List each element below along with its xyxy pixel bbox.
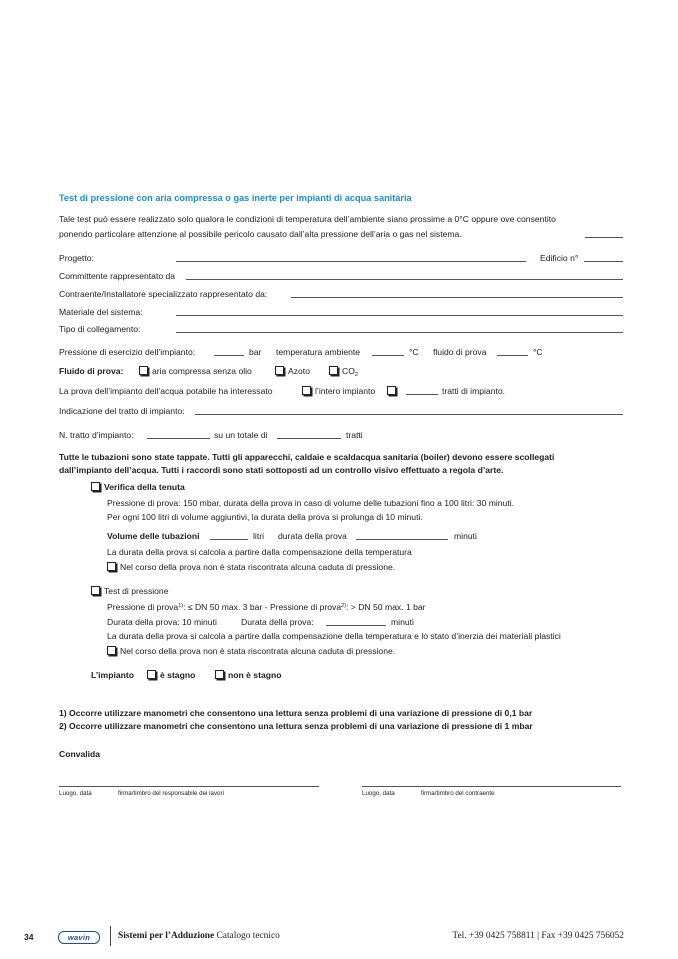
- convalida-heading: Convalida: [59, 749, 101, 759]
- edificio-label: Edificio n°: [540, 253, 579, 263]
- temperatura-field[interactable]: [372, 355, 404, 356]
- edificio-field[interactable]: [584, 261, 623, 262]
- fluido-option-co2[interactable]: $CO_2$: [329, 366, 358, 378]
- footnote-1: 1) Occorre utilizzare manometri che consentono una lettura senza problemi di una variazione di pressione di 0,1 bar: [59, 708, 533, 718]
- checkbox-icon[interactable]: [387, 386, 396, 395]
- temperatura-label: temperatura ambiente: [276, 347, 361, 357]
- test-pressione-option[interactable]: Test di pressione: [91, 586, 169, 596]
- intro-blank-line[interactable]: [585, 237, 623, 238]
- checkbox-icon[interactable]: [147, 670, 156, 679]
- indicazione-field[interactable]: [195, 414, 623, 415]
- pressione-esercizio-field[interactable]: [214, 355, 244, 356]
- totale-field[interactable]: [277, 438, 341, 439]
- materiale-label: Materiale del sistema:: [59, 307, 143, 317]
- verifica-tenuta-option[interactable]: Verifica della tenuta: [91, 482, 185, 492]
- wavin-logo: wavin: [58, 931, 100, 944]
- left-place-date: Luogo, data: [59, 790, 92, 797]
- unit-bar: bar: [249, 347, 262, 357]
- right-signature-label: firma/timbro del contraente: [421, 790, 495, 797]
- tenuta-line-2: Per ogni 100 litri di volume aggiuntivi, la durata della prova si prolunga di 10 minuti.: [107, 512, 423, 522]
- durata-field[interactable]: [356, 539, 448, 540]
- volume-label: Volume delle tubazioni: [107, 531, 200, 541]
- materiale-field[interactable]: [176, 315, 623, 316]
- signature-line-left[interactable]: [59, 786, 319, 787]
- notice-line-1: Tutte le tubazioni sono state tappate. Tutti gli apparecchi, caldaie e scaldacqua sanitaria (boiler) devono essere scollegati: [59, 452, 555, 462]
- n-tratto-label: N. tratto d’impianto:: [59, 430, 134, 440]
- tipo-label: Tipo di collegamento:: [59, 324, 141, 334]
- impianto-label: L’impianto: [91, 670, 134, 680]
- checkbox-icon[interactable]: [91, 586, 100, 595]
- footer-divider: [110, 926, 111, 946]
- fluido-temp-label: fluido di prova: [433, 347, 487, 357]
- checkbox-icon[interactable]: [107, 646, 116, 655]
- progetto-label: Progetto:: [59, 253, 94, 263]
- checkbox-icon[interactable]: [215, 670, 224, 679]
- checkbox-icon[interactable]: [139, 366, 148, 375]
- footer-contact: Tel. +39 0425 758811 | Fax +39 0425 756052: [452, 931, 624, 941]
- intro-line-2: ponendo particolare attenzione al possibile pericolo causato dall’alta pressione dell’aria o gas nel sistema.: [59, 229, 462, 239]
- pressione-prova-line: Pressione di prova$^{1)}$: ≤ DN 50 max. 3 bar - Pressione di prova$^{2)}$: > DN 50 max. 1 bar: [107, 602, 426, 612]
- durata-variabile-field[interactable]: [326, 625, 386, 626]
- tenuta-line-1: Pressione di prova: 150 mbar, durata della prova in caso di volume delle tubazioni fino a 100 litri: 30 minuti.: [107, 498, 515, 508]
- option-tratti[interactable]: [387, 386, 400, 396]
- progetto-field[interactable]: [176, 261, 526, 262]
- option-stagno[interactable]: è stagno: [147, 670, 195, 680]
- checkbox-icon[interactable]: [107, 562, 116, 571]
- checkbox-icon[interactable]: [91, 482, 100, 491]
- fluido-option-azoto[interactable]: Azoto: [275, 366, 310, 376]
- contraente-label: Contraente/Installatore specializzato rappresentato da:: [59, 289, 268, 299]
- unit-celsius-1: °C: [409, 347, 419, 357]
- tenuta-calc: La durata della prova si calcola a partire dalla compensazione della temperatura: [107, 547, 412, 557]
- contraente-field[interactable]: [291, 297, 623, 298]
- footer-brand: Sistemi per l’Adduzione Catalogo tecnico: [118, 931, 280, 941]
- tipo-field[interactable]: [176, 332, 623, 333]
- fluido-temp-field[interactable]: [497, 355, 528, 356]
- durata-variabile-label: Durata della prova:: [241, 617, 314, 627]
- pressione-calc: La durata della prova si calcola a partire dalla compensazione della temperatura e lo stato d’inerzia dei materiali plastici: [107, 631, 561, 641]
- minuti-unit-2: minuti: [391, 617, 414, 627]
- pressione-check[interactable]: Nel corso della prova non è stata riscontrata alcuna caduta di pressione.: [107, 646, 395, 656]
- page-number: 34: [24, 932, 34, 942]
- durata-label: durata della prova: [278, 531, 347, 541]
- checkbox-icon[interactable]: [302, 386, 311, 395]
- intro-line-1: Tale test può essere realizzato solo qualora le condizioni di temperatura dell’ambiente siano prossime a 0°C oppure ove consentito: [59, 214, 556, 224]
- minuti-unit: minuti: [454, 531, 477, 541]
- fluido-prova-label: Fluido di prova:: [59, 366, 124, 376]
- signature-line-right[interactable]: [362, 786, 621, 787]
- option-non-stagno[interactable]: non è stagno: [215, 670, 281, 680]
- durata-fissa: Durata della prova: 10 minuti: [107, 617, 217, 627]
- committente-label: Committente rappresentato da: [59, 271, 176, 281]
- option-intero-impianto[interactable]: l’intero impianto: [302, 386, 375, 396]
- unit-celsius-2: °C: [533, 347, 543, 357]
- committente-field[interactable]: [186, 279, 623, 280]
- left-signature-label: firma/timbro del responsabile dei lavori: [118, 790, 224, 797]
- right-place-date: Luogo, data: [362, 790, 395, 797]
- checkbox-icon[interactable]: [329, 366, 338, 375]
- totale-label: su un totale di: [214, 430, 268, 440]
- pressione-esercizio-label: Pressione di esercizio dell’impianto:: [59, 347, 196, 357]
- tenuta-check[interactable]: Nel corso della prova non è stata riscontrata alcuna caduta di pressione.: [107, 562, 395, 572]
- prova-impianto-label: La prova dell’impianto dell’acqua potabile ha interessato: [59, 386, 273, 396]
- checkbox-icon[interactable]: [275, 366, 284, 375]
- indicazione-label: Indicazione del tratto di impianto:: [59, 406, 185, 416]
- n-tratto-field[interactable]: [147, 438, 210, 439]
- tratti-count-field[interactable]: [406, 394, 438, 395]
- page-title: Test di pressione con aria compressa o gas inerte per impianti di acqua sanitaria: [59, 193, 412, 203]
- tratti-suffix: tratti: [346, 430, 363, 440]
- volume-field[interactable]: [210, 539, 248, 540]
- litri-unit: litri: [253, 531, 264, 541]
- footnote-2: 2) Occorre utilizzare manometri che consentono una lettura senza problemi di una variazione di pressione di 1 mbar: [59, 721, 533, 731]
- notice-line-2: dall’impianto dell’acqua. Tutti i raccordi sono stati sottoposti ad un controllo visivo effettuato a regola d’arte.: [59, 465, 504, 475]
- fluido-option-aria[interactable]: aria compressa senza olio: [139, 366, 252, 376]
- tratti-label: tratti di impianto.: [442, 386, 506, 396]
